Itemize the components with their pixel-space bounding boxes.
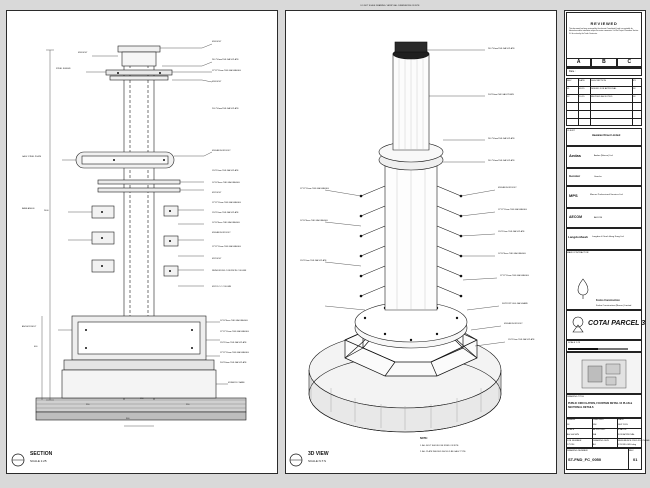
right-view-title-marker	[288, 452, 306, 468]
revision-value: 01	[633, 457, 638, 462]
section-drawing	[6, 10, 276, 472]
stamp-body: This document has been reviewed by the relevant Consultant(s) and is acceptable for fabrication and/or installation subject to review comments. It is the Project Procedure Section 5.4 for action by the Trade Contractor.	[569, 28, 639, 35]
notes-title: NOTE:	[420, 437, 428, 440]
project-emblem-icon	[570, 314, 586, 336]
drawing-title: PUBLIC CIRCULATION, FOUNTAIN DETAIL 04 PLAN & SECTIONAL DETAILS	[568, 402, 633, 409]
drawing-number: ST-FND_FC_0050	[568, 457, 602, 462]
scale-bar-label: SCALE 1:25	[568, 342, 581, 344]
drawing-number-label: DRAWING NUMBER	[567, 450, 588, 452]
note-2: 2. ALL PLATE WELDED SHOULD BE GALV. TYPE.	[420, 451, 466, 453]
right-view-scale: SCALE N.T.S	[308, 459, 327, 463]
drawing-title-label: DRAWING TITLE	[567, 396, 585, 398]
iso-3d-drawing	[285, 10, 555, 472]
left-view-scale: SCALE 1:25	[30, 459, 47, 463]
left-view-title-marker	[10, 452, 28, 468]
drawing-sheet: DO NOT SCALE DRAWING. VERIFY ALL DIMENSIONS ON SITE M16 BOLT 240 *50mmTHK GALV.PLATE 12*12*10mm THK GALV.ANGLE M16 BOLT 200 *50mmTHK GALV.PLATE M16 ANCHOR BOLT 150*12mm THK GALV.PLATE 10*10*6mm THK GALV.ANGLE M12 BOLT 12*12*10mm THK GALV.ANGLE 150*12mm THK GALV.PLATE 10*10*6mm THK GALV.ANGLE M16 ANCHOR BOLT 12*12*10mm THK GALV.ANGLE M12 BOLT REINFORCED CONCRETE COLUMN M12 R.C.C COLUMN 10*10*6mm THK GALV.ANGLE 12*12*10mm THK GALV.ANGLE 150*12mm THK GALV.PLATE 12*12*10mm THK GALV.ANGLE 200*50mm THK GALV.PLATE 420MM R.C BASE M16 BOLT STEEL SLEEVE GALV. STEEL PLATE BASE ANGLE ANCHOR BOLT 2400 600 300 250 250 150 SECTION SCALE 1:25 240 *50mmTHK GALV.PLATE 200*50mmTHK GALV.PLATE 240 *50mmTHK GALV.PLATE 240 *50mmTHK GALV.PLATE M16 ANCHOR BOLT 12*12*10mm THK GALV.ANGLE 150*12mm THK GALV.PLATE 10*10*6mm THK GALV.ANGLE 12*12*10mm THK GALV.ANGLE SUPPORT LEG GALV.BAND M16 ANCHOR BOLT 150*12mm THK GALV.PLATE 12*12*10mm THK GALV.ANGLE 10*10*6mm THK GALV.ANGLE 150*12mm THK GALV.PLATE NOTE: 1. ALL BOLT SHOULD BE FIXED ON SITE. 2. ALL PLATE WELDED SHOULD BE GALV. TYPE. 3D VIEW SCALE N.T.S REVIEWED This document has been reviewed by the relevant Consultant(s) and is acceptable for fabrication and/or installation subject to review comments. It is the Project Procedure Section 5.4 for action by the Trade Contractor. A B C Date : REV DATE DESCRIPTION BY 01 09.15 ISSUED FOR APPROVAL JK 02 10.15 REVISED AS NOTED JK CLIENT Hawaiian Diraot Limited Aedas Aedas (Macau) Ltd. Gensler Gensler MPS Marcus Professional Services Ltd. AECOM AECOM LangdonSeah Langdon & Seah Hong Kong Ltd. MAIN CONTRACTOR Fosbo Construction Fosbo Construction (Macau) Limited COTAI PARCEL 3 SCALE 1:25 DRAWING TITLE PUBLIC CIRCULATION, FOUNTAIN DETAIL 04 PLAN & SECTIONAL DETAILS DRAWN JK CHECKED SM DATE SEP 2015 SCALE AS SHOWN APPROVED RA STATUS FOR APPROVAL JOB NUMBER 171234 DRAWING SIZE A1 REFERENCE DWG FILE NAME ST-FND-0050.dwg DRAWING NUMBER ST-FND_FC_0050 REV. 01	[0, 0, 650, 488]
stamp-date-row	[566, 68, 642, 76]
company-langdonseah	[566, 228, 642, 250]
key-plan-graphic	[580, 358, 628, 390]
right-view-title: 3D VIEW	[308, 451, 329, 457]
revision-label: REV.	[629, 450, 634, 452]
contractor-logo	[575, 278, 591, 300]
stamp-heading: REVIEWED	[590, 21, 618, 26]
project-title: COTAI PARCEL 3	[588, 320, 646, 327]
top-note: DO NOT SCALE DRAWING. VERIFY ALL DIMENSIONS ON SITE	[360, 5, 420, 7]
left-view-title: SECTION	[30, 451, 53, 457]
note-1: 1. ALL BOLT SHOULD BE FIXED ON SITE.	[420, 445, 459, 447]
